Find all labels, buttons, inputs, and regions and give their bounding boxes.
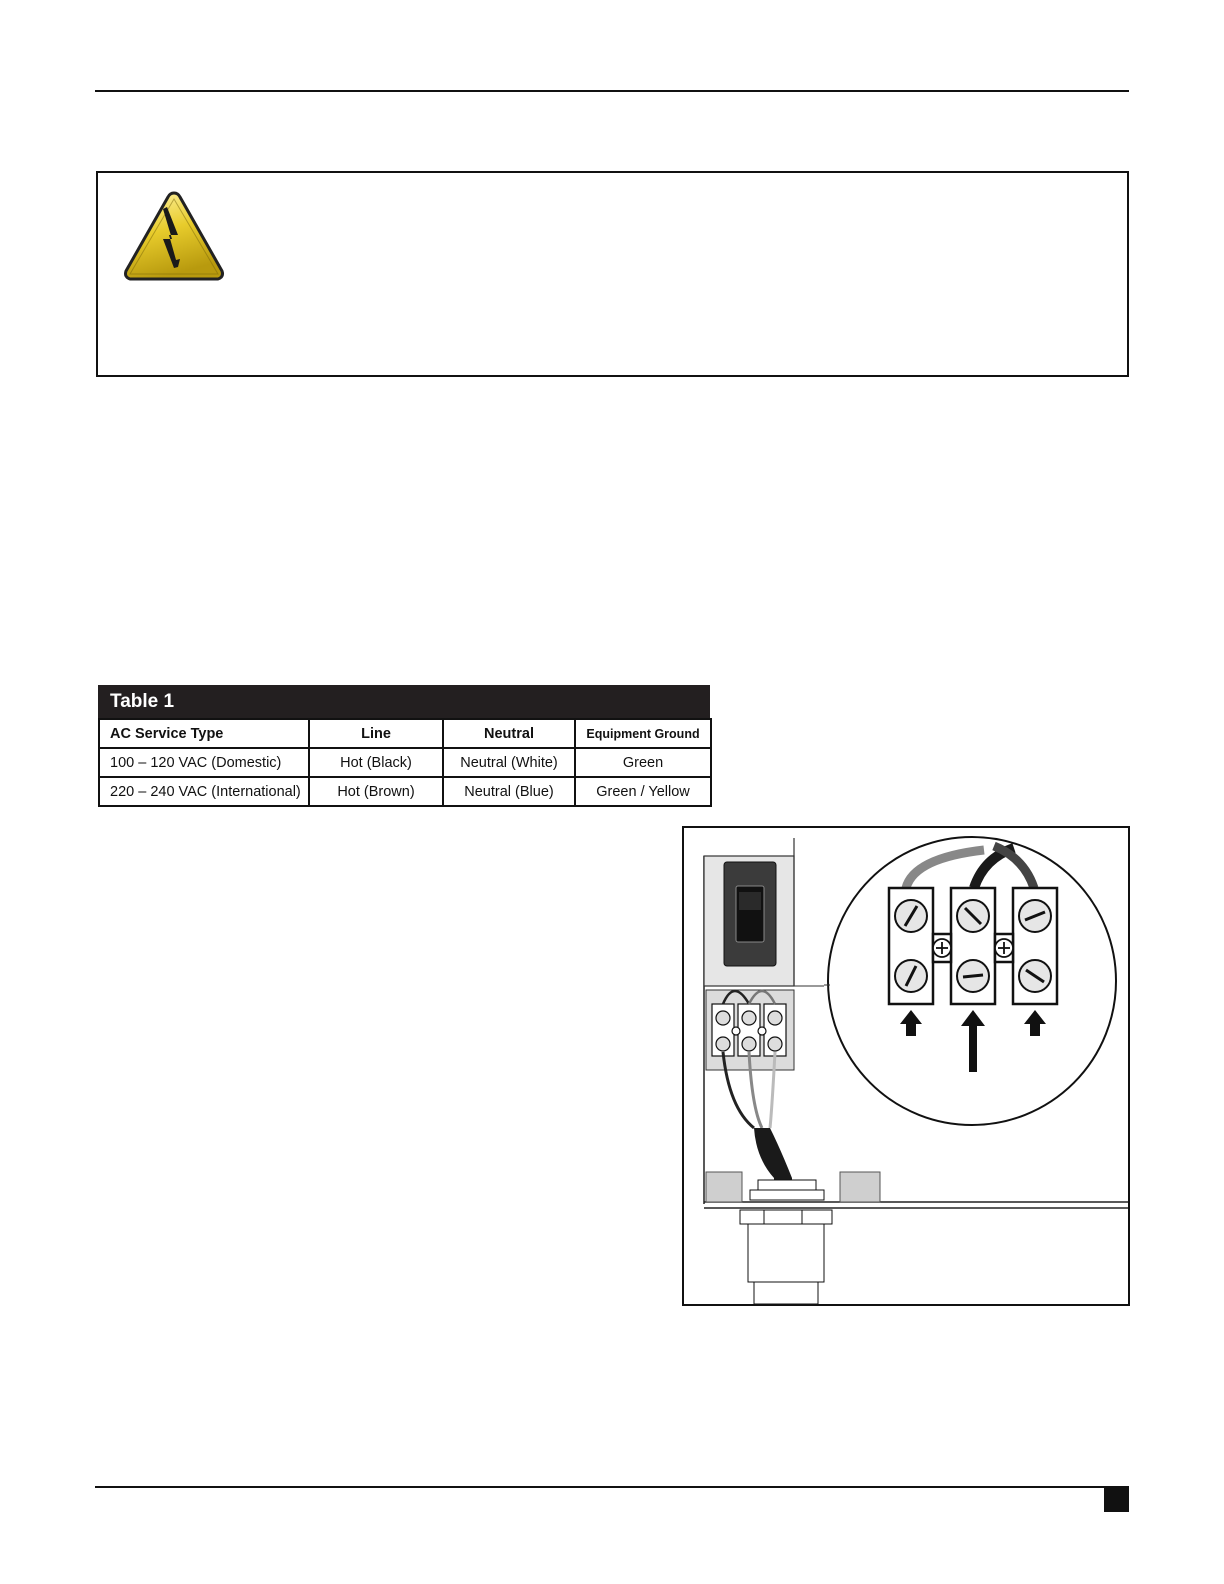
header-ac-service-type: AC Service Type [99, 719, 309, 748]
warning-box [96, 171, 1129, 377]
header-equipment-ground: Equipment Ground [575, 719, 711, 748]
table-header-row [99, 719, 711, 748]
header-line: Line [309, 719, 443, 748]
table-1 [98, 685, 710, 807]
cell-neutral: Neutral (White) [443, 748, 575, 777]
cell-ground: Green [575, 748, 711, 777]
cell-line: Hot (Black) [309, 748, 443, 777]
cell-neutral: Neutral (Blue) [443, 777, 575, 806]
table-row [99, 748, 711, 777]
header-rule [95, 90, 1129, 92]
high-voltage-warning-icon [122, 189, 226, 283]
terminal-block-wiring-diagram [682, 826, 1130, 1306]
cell-line: Hot (Brown) [309, 777, 443, 806]
cell-ground: Green / Yellow [575, 777, 711, 806]
table-title: Table 1 [98, 685, 710, 718]
header-neutral: Neutral [443, 719, 575, 748]
cell-service-type: 220 – 240 VAC (International) [99, 777, 309, 806]
table-row [99, 777, 711, 806]
ac-service-table [98, 718, 712, 807]
cell-service-type: 100 – 120 VAC (Domestic) [99, 748, 309, 777]
footer-rule [95, 1486, 1129, 1488]
page-number-box [1104, 1488, 1129, 1512]
